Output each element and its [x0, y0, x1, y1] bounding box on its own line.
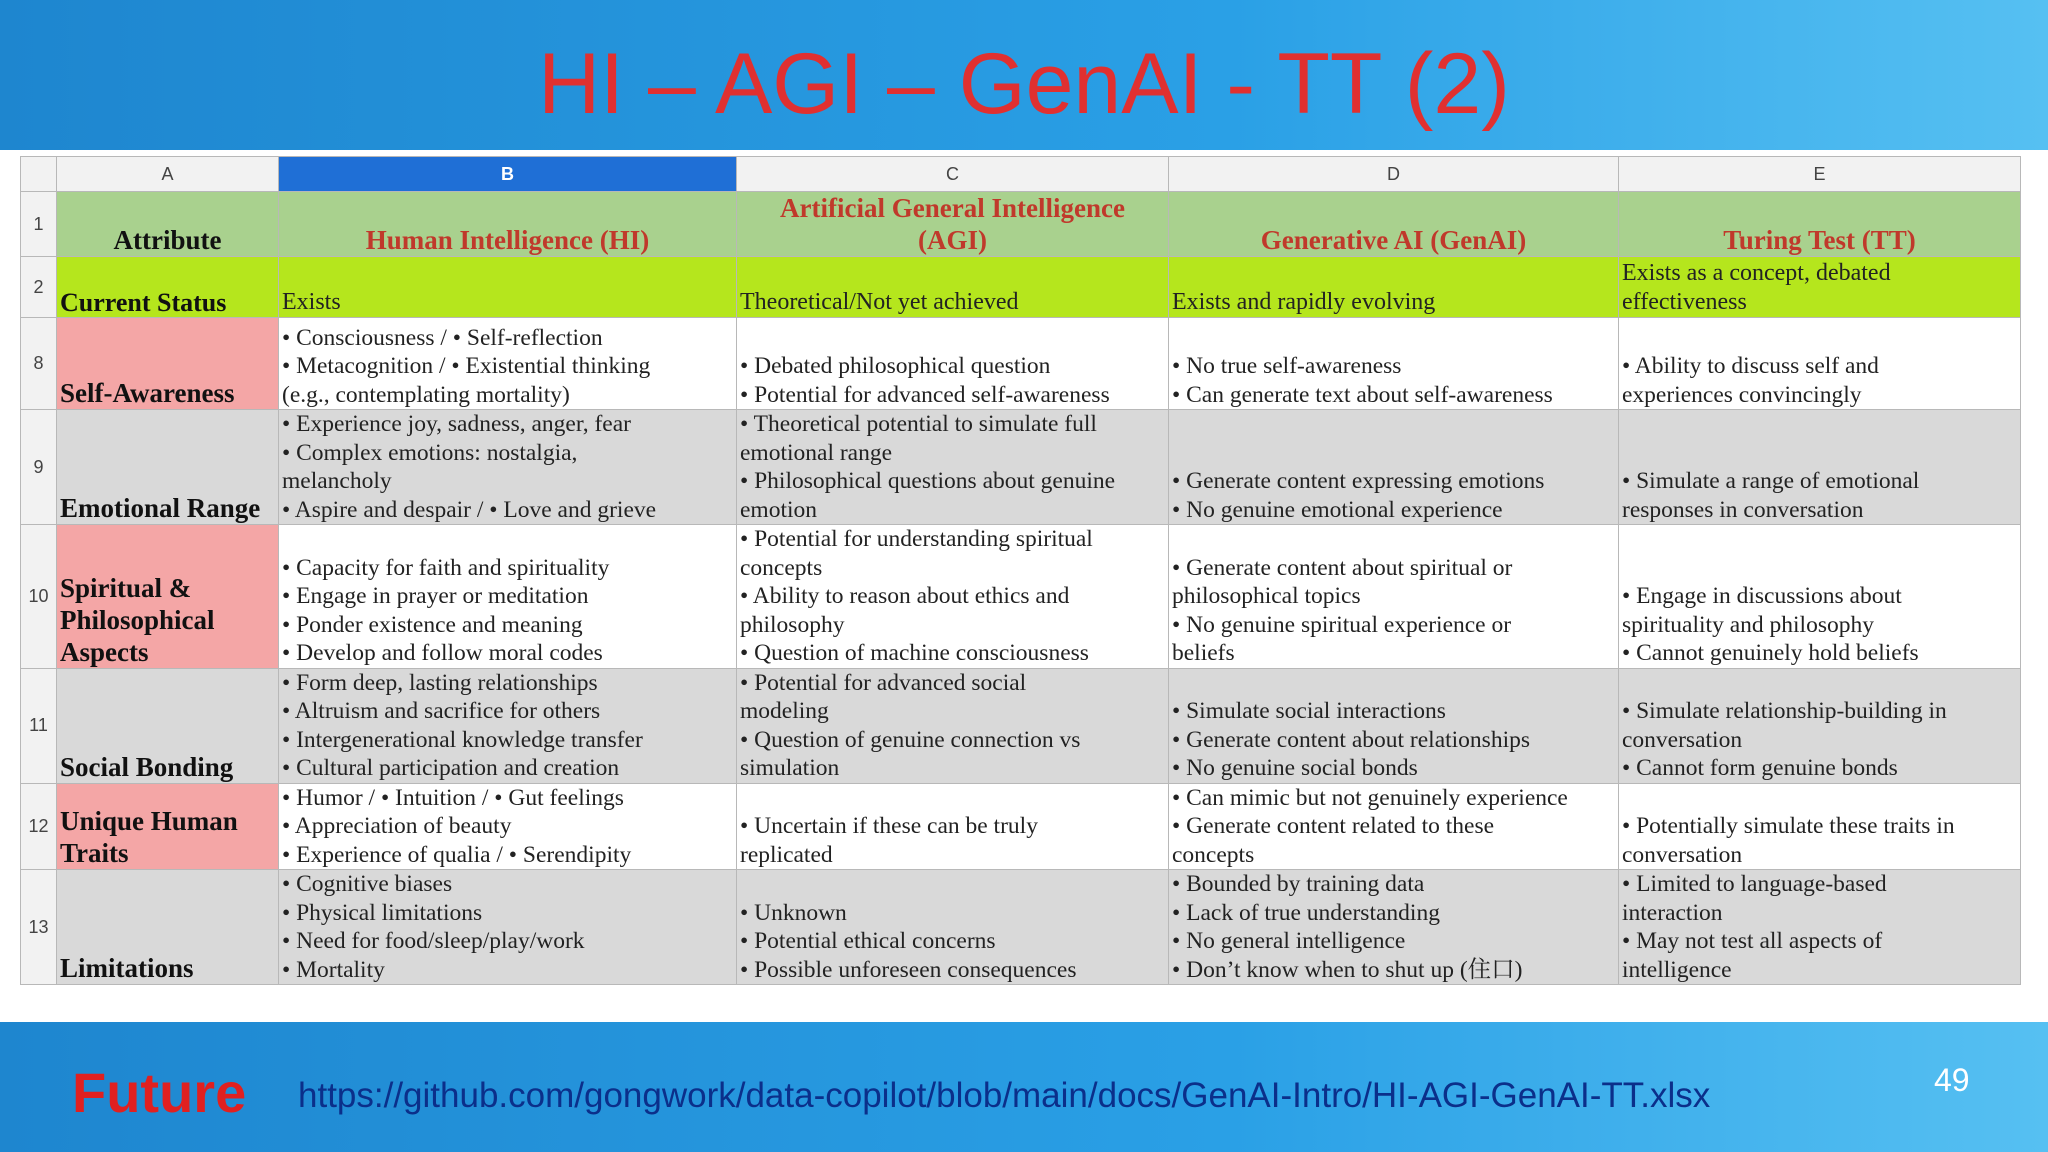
cell-line: • Potential for understanding spiritual	[740, 526, 1093, 552]
status-cell-tt[interactable]	[1619, 257, 2021, 318]
source-link[interactable]: https://github.com/gongwork/data-copilot/blob/main/docs/GenAI-Intro/HI-AGI-GenAI-TT.xlsx	[298, 1076, 1711, 1115]
cell-line: • Mortality	[282, 956, 385, 983]
hi-cell[interactable]	[279, 783, 737, 870]
agi-cell[interactable]	[737, 870, 1169, 985]
cell-line: • No general intelligence	[1172, 928, 1406, 954]
cell-line: • No genuine emotional experience	[1172, 496, 1503, 523]
table-row-header	[21, 192, 2021, 257]
cell-line: concepts	[740, 554, 823, 581]
cell-line: • Potential for advanced self-awareness	[740, 381, 1110, 408]
row-number[interactable]: 1	[21, 192, 57, 257]
attribute-cell[interactable]	[57, 783, 279, 870]
column-header-e[interactable]: E	[1619, 157, 2021, 192]
row-number[interactable]: 9	[21, 410, 57, 525]
cell-line: • Bounded by training data	[1172, 871, 1425, 897]
column-header-a[interactable]: A	[57, 157, 279, 192]
cell-line: • Potential ethical concerns	[740, 928, 996, 954]
cell-line: • Need for food/sleep/play/work	[282, 928, 585, 954]
row-number[interactable]: 10	[21, 525, 57, 669]
table-row-status	[21, 257, 2021, 318]
cell-line: • Don’t know when to shut up (住口)	[1172, 956, 1523, 983]
cell-line: • Ability to reason about ethics and	[740, 583, 1070, 609]
column-header-d[interactable]: D	[1169, 157, 1619, 192]
status-cell-hi[interactable]: Exists	[279, 257, 737, 318]
agi-cell[interactable]	[737, 525, 1169, 669]
cell-line: • Engage in prayer or meditation	[282, 583, 589, 609]
cell-line: • No genuine spiritual experience or	[1172, 611, 1512, 638]
attribute-cell[interactable]	[57, 410, 279, 525]
cell-line: • Question of machine consciousness	[740, 640, 1089, 666]
cell-line: • Potentially simulate these traits in	[1622, 813, 1955, 839]
cell-line: conversation	[1622, 841, 1743, 868]
cell-line: Unique Human	[60, 806, 238, 836]
cell-line: • Uncertain if these can be truly	[740, 813, 1038, 839]
tt-cell[interactable]	[1619, 410, 2021, 525]
cell-line: • Aspire and despair / • Love and grieve	[282, 496, 657, 523]
cell-line: • Altruism and sacrifice for others	[282, 698, 601, 724]
cell-line: interaction	[1622, 899, 1723, 926]
row-number[interactable]: 8	[21, 318, 57, 410]
hi-cell[interactable]	[279, 668, 737, 783]
cell-line: • Debated philosophical question	[740, 353, 1051, 379]
cell-line: • Cannot form genuine bonds	[1622, 755, 1898, 781]
genai-cell[interactable]	[1169, 870, 1619, 985]
cell-line: • Humor / • Intuition / • Gut feelings	[282, 784, 624, 811]
attribute-cell[interactable]	[57, 668, 279, 783]
table-row	[21, 783, 2021, 870]
cell-line: melancholy	[282, 468, 392, 494]
cell-line: • Philosophical questions about genuine	[740, 468, 1116, 494]
cell-line: • Cannot genuinely hold beliefs	[1622, 640, 1919, 666]
cell-line: • Engage in discussions about	[1622, 583, 1902, 609]
genai-cell[interactable]	[1169, 525, 1619, 669]
cell-line: • Simulate a range of emotional	[1622, 468, 1920, 494]
cell-line: • Experience of qualia / • Serendipity	[282, 841, 632, 868]
cell-line: • Generate content about relationships	[1172, 726, 1530, 753]
cell-line: Aspects	[60, 636, 149, 667]
status-tt-line2: effectiveness	[1622, 289, 1747, 315]
cell-line: • No genuine social bonds	[1172, 755, 1418, 781]
status-cell-attribute[interactable]: Current Status	[57, 257, 279, 318]
select-all-corner[interactable]	[21, 157, 57, 192]
agi-cell[interactable]	[737, 318, 1169, 410]
spreadsheet	[20, 156, 2020, 1014]
cell-line: • Generate content expressing emotions	[1172, 468, 1545, 494]
cell-line: • Possible unforeseen consequences	[740, 956, 1077, 983]
cell-line: • Simulate social interactions	[1172, 698, 1446, 724]
tt-cell[interactable]	[1619, 525, 2021, 669]
tt-cell[interactable]	[1619, 870, 2021, 985]
cell-line: • Cognitive biases	[282, 871, 453, 897]
hi-cell[interactable]	[279, 870, 737, 985]
tt-cell[interactable]	[1619, 668, 2021, 783]
cell-line: Limitations	[60, 953, 194, 983]
genai-cell[interactable]	[1169, 668, 1619, 783]
agi-cell[interactable]	[737, 783, 1169, 870]
tt-cell[interactable]	[1619, 318, 2021, 410]
cell-line: modeling	[740, 698, 829, 724]
cell-line: • Appreciation of beauty	[282, 813, 512, 839]
cell-line: • Potential for advanced social	[740, 669, 1027, 696]
cell-line: • Develop and follow moral codes	[282, 640, 603, 666]
cell-line: • Lack of true understanding	[1172, 899, 1440, 926]
cell-line: • Intergenerational knowledge transfer	[282, 726, 643, 753]
cell-line: Spiritual &	[60, 572, 192, 603]
column-header-b[interactable]: B	[279, 157, 737, 192]
row-number[interactable]: 13	[21, 870, 57, 985]
header-cell-tt[interactable]: Turing Test (TT)	[1619, 192, 2021, 257]
cell-line: (e.g., contemplating mortality)	[282, 381, 570, 408]
row-number[interactable]: 12	[21, 783, 57, 870]
status-cell-genai[interactable]: Exists and rapidly evolving	[1169, 257, 1619, 318]
cell-line: spirituality and philosophy	[1622, 611, 1874, 638]
attribute-cell[interactable]	[57, 318, 279, 410]
header-cell-agi[interactable]	[737, 192, 1169, 257]
cell-line: intelligence	[1622, 956, 1732, 983]
table-row	[21, 525, 2021, 669]
genai-cell[interactable]	[1169, 783, 1619, 870]
header-agi-line1: Artificial General Intelligence	[780, 193, 1125, 223]
attribute-cell[interactable]	[57, 525, 279, 669]
cell-line: • Cultural participation and creation	[282, 755, 620, 781]
slide-title: HI – AGI – GenAI - TT (2)	[538, 36, 1510, 132]
cell-line: simulation	[740, 755, 840, 781]
cell-line: experiences convincingly	[1622, 381, 1862, 408]
cell-line: • Theoretical potential to simulate full	[740, 411, 1097, 437]
cell-line: • Ability to discuss self and	[1622, 353, 1879, 379]
column-header-row	[21, 157, 2021, 192]
cell-line: Self-Awareness	[60, 378, 235, 408]
cell-line: • Can mimic but not genuinely experience	[1172, 784, 1568, 811]
cell-line: • Consciousness / • Self-reflection	[282, 324, 603, 351]
cell-line: • Form deep, lasting relationships	[282, 669, 598, 696]
comparison-table	[20, 156, 2021, 985]
cell-line: • Limited to language-based	[1622, 871, 1887, 897]
cell-line: Philosophical	[60, 604, 215, 635]
cell-line: responses in conversation	[1622, 496, 1864, 523]
header-cell-hi[interactable]: Human Intelligence (HI)	[279, 192, 737, 257]
cell-line: • Can generate text about self-awareness	[1172, 381, 1553, 408]
row-number[interactable]: 11	[21, 668, 57, 783]
cell-line: conversation	[1622, 726, 1743, 753]
cell-line: concepts	[1172, 841, 1255, 868]
cell-line: replicated	[740, 841, 833, 868]
table-row	[21, 668, 2021, 783]
cell-line: philosophy	[740, 611, 845, 638]
agi-cell[interactable]	[737, 668, 1169, 783]
table-row	[21, 870, 2021, 985]
cell-line: philosophical topics	[1172, 583, 1361, 609]
hi-cell[interactable]	[279, 410, 737, 525]
cell-line: • Simulate relationship-building in	[1622, 698, 1947, 724]
cell-line: emotional range	[740, 439, 893, 466]
cell-line: • Generate content related to these	[1172, 813, 1495, 839]
cell-line: • Complex emotions: nostalgia,	[282, 439, 578, 466]
cell-line: • Metacognition / • Existential thinking	[282, 353, 651, 379]
cell-line: Traits	[60, 838, 129, 868]
cell-line: • May not test all aspects of	[1622, 928, 1883, 954]
cell-line: beliefs	[1172, 640, 1235, 666]
row-number[interactable]: 2	[21, 257, 57, 318]
cell-line: • Experience joy, sadness, anger, fear	[282, 411, 631, 437]
column-header-c[interactable]: C	[737, 157, 1169, 192]
future-label: Future	[72, 1061, 247, 1124]
cell-line: Emotional Range	[60, 493, 261, 523]
cell-line: • No true self-awareness	[1172, 353, 1402, 379]
cell-line: Social Bonding	[60, 751, 234, 782]
genai-cell[interactable]	[1169, 318, 1619, 410]
cell-line: • Ponder existence and meaning	[282, 611, 583, 638]
cell-line: • Physical limitations	[282, 899, 483, 926]
page-number: 49	[1934, 1062, 1970, 1098]
cell-line: • Unknown	[740, 899, 847, 926]
header-agi-line2: (AGI)	[918, 225, 987, 255]
table-row	[21, 318, 2021, 410]
header-cell-genai[interactable]: Generative AI (GenAI)	[1169, 192, 1619, 257]
genai-cell[interactable]	[1169, 410, 1619, 525]
agi-cell[interactable]	[737, 410, 1169, 525]
header-cell-attribute[interactable]: Attribute	[57, 192, 279, 257]
hi-cell[interactable]	[279, 318, 737, 410]
attribute-cell[interactable]	[57, 870, 279, 985]
hi-cell[interactable]	[279, 525, 737, 669]
cell-line: • Question of genuine connection vs	[740, 726, 1081, 753]
tt-cell[interactable]	[1619, 783, 2021, 870]
cell-line: emotion	[740, 496, 818, 523]
status-cell-agi[interactable]: Theoretical/Not yet achieved	[737, 257, 1169, 318]
cell-line: • Capacity for faith and spirituality	[282, 554, 610, 581]
table-row	[21, 410, 2021, 525]
cell-line: • Generate content about spiritual or	[1172, 554, 1513, 581]
status-tt-line1: Exists as a concept, debated	[1622, 260, 1891, 286]
